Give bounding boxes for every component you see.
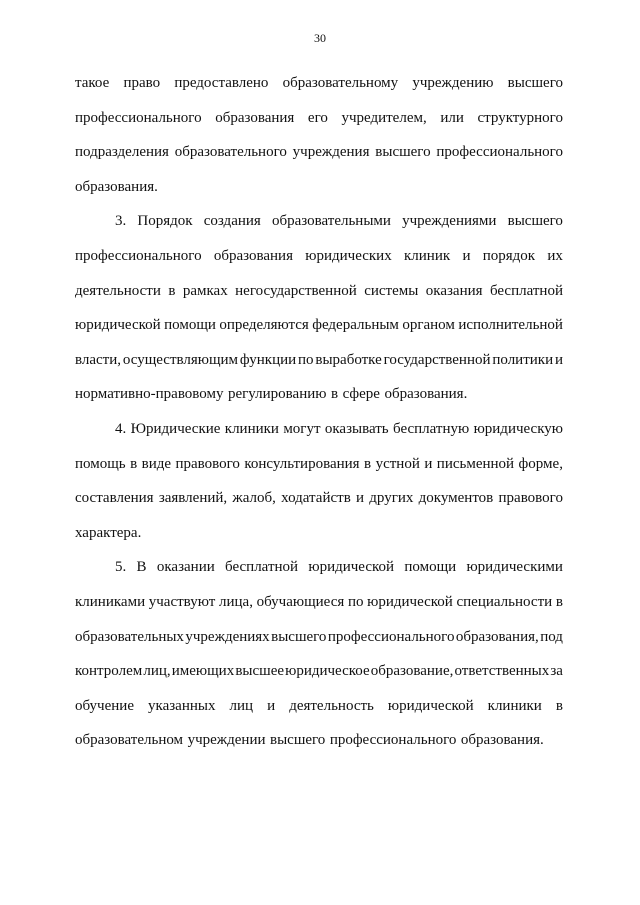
word: сфере [342, 386, 380, 403]
word: других [369, 490, 414, 507]
word: определяются [219, 317, 309, 334]
word: образования. [75, 178, 158, 195]
word: высшего [270, 732, 326, 749]
word: высшего [271, 628, 327, 645]
word: форме, [518, 455, 563, 472]
text-line [75, 101, 563, 136]
text-line [75, 308, 563, 343]
word: имеющих [171, 663, 235, 680]
word: образования. [460, 732, 544, 749]
word: и [267, 697, 276, 714]
word: указанных [148, 697, 216, 714]
word: характера. [75, 524, 142, 541]
word: юридическое [285, 663, 370, 680]
word: функции [239, 351, 297, 368]
word: исполнительной [458, 317, 563, 334]
word: и [424, 455, 433, 472]
text-line [75, 550, 563, 585]
word: составления [75, 490, 154, 507]
word: образовательном [75, 732, 184, 749]
word: предоставлено [174, 75, 269, 91]
word: контролем [75, 663, 143, 680]
text-line [75, 204, 563, 239]
word: образования [213, 247, 293, 264]
paragraph [75, 66, 563, 204]
word: клиники [224, 420, 279, 437]
word: негосударственной [235, 282, 357, 299]
word: такое [75, 75, 110, 91]
word: право [123, 75, 161, 91]
paragraph [75, 204, 563, 412]
word: в [330, 386, 339, 403]
word: клиниками [75, 593, 146, 610]
text-line [75, 654, 563, 689]
text-line [75, 447, 563, 482]
word: консультирования [244, 455, 360, 472]
text-line [75, 620, 563, 655]
paragraph [75, 550, 563, 758]
word: юридической [367, 593, 453, 610]
word: заявлений, [158, 490, 228, 507]
word: бесплатную [393, 420, 470, 437]
word: в [130, 455, 138, 472]
word: государственной [383, 351, 491, 368]
word: бесплатной [225, 559, 299, 576]
word: и [462, 247, 471, 264]
page-number: 30 [314, 31, 326, 45]
word: системы [364, 282, 419, 299]
text-line [75, 170, 563, 205]
word: профессионального [436, 144, 563, 161]
word: учреждениях [185, 628, 270, 645]
word: образовательными [271, 213, 391, 230]
word: 3. [115, 213, 127, 230]
word: образовательных [75, 628, 184, 645]
word: создания [203, 213, 261, 230]
word: юридическую [473, 420, 563, 437]
word: их [547, 247, 563, 264]
word: образования, [455, 628, 539, 645]
word: 5. [115, 559, 127, 576]
word: за [550, 663, 563, 680]
word: деятельность [289, 697, 374, 714]
word: образования. [384, 386, 468, 403]
word: помощи [404, 559, 457, 576]
word: юридической [75, 317, 161, 334]
word: высшее [235, 663, 285, 680]
word: по [298, 351, 314, 368]
text-line [75, 343, 563, 378]
text-line [75, 274, 563, 309]
word: лиц [229, 697, 254, 714]
word: могут [283, 420, 321, 437]
word: жалоб, [232, 490, 276, 507]
word: в [364, 455, 372, 472]
word: устной [375, 455, 420, 472]
word: учреждению [412, 75, 494, 91]
word: рамках [182, 282, 228, 299]
word: высшего [507, 213, 563, 230]
word: клиники [487, 697, 542, 714]
word: юридическими [466, 559, 563, 576]
word: образовательного [174, 144, 287, 161]
word: юридической [308, 559, 395, 576]
text-line [75, 481, 563, 516]
word: образование, [370, 663, 454, 680]
word: 4. [115, 420, 127, 437]
word: политики [492, 351, 554, 368]
text-line [75, 585, 563, 620]
word: помощи [164, 317, 216, 334]
word: участвуют [148, 593, 216, 610]
word: специальности [456, 593, 553, 610]
text-line [75, 66, 563, 101]
text-line [75, 239, 563, 274]
word: В [136, 559, 147, 576]
text-line [75, 135, 563, 170]
word: письменной [436, 455, 515, 472]
paragraph [75, 412, 563, 550]
word: Юридические [130, 420, 221, 437]
word: учредителем, [341, 109, 427, 126]
word: высшего [507, 75, 563, 91]
word: профессионального [329, 732, 457, 749]
word: профессионального [327, 628, 455, 645]
word: в [555, 593, 563, 610]
word: или [440, 109, 464, 126]
word: и [554, 351, 563, 368]
text-line [75, 516, 563, 551]
word: образовательному [282, 75, 399, 91]
word: обучение [75, 697, 134, 714]
word: клиник [404, 247, 451, 264]
word: помощь [75, 455, 126, 472]
word: ответственных [454, 663, 550, 680]
text-line [75, 377, 563, 412]
word: структурного [477, 109, 563, 126]
word: юридических [305, 247, 392, 264]
word: виде [141, 455, 172, 472]
word: Порядок [137, 213, 193, 230]
word: власти, [75, 351, 122, 368]
word: ходатайств [281, 490, 351, 507]
word: образования [215, 109, 295, 126]
word: юридической [387, 697, 474, 714]
text-line [75, 723, 563, 758]
word: нормативно-правовому [75, 386, 224, 403]
word: документов [418, 490, 494, 507]
word: выработке [315, 351, 382, 368]
word: оказания [425, 282, 483, 299]
word: в [555, 697, 563, 714]
word: его [307, 109, 328, 126]
word: учреждении [187, 732, 266, 749]
word: регулированию [228, 386, 327, 403]
word: лиц, [143, 663, 171, 680]
word: подразделения [75, 144, 169, 161]
word: профессионального [75, 109, 202, 126]
word: правового [175, 455, 240, 472]
word: органом [402, 317, 455, 334]
word: порядок [482, 247, 536, 264]
word: учреждениями [402, 213, 497, 230]
word: осуществляющим [122, 351, 239, 368]
word: высшего [375, 144, 431, 161]
word: учреждения [292, 144, 370, 161]
word: правового [498, 490, 563, 507]
word: федеральным [312, 317, 399, 334]
word: обучающиеся [256, 593, 345, 610]
word: и [356, 490, 365, 507]
word: деятельности [75, 282, 161, 299]
document-body [75, 66, 563, 758]
word: профессионального [75, 247, 202, 264]
word: под [540, 628, 563, 645]
word: бесплатной [489, 282, 563, 299]
text-line [75, 689, 563, 724]
text-line [75, 412, 563, 447]
word: оказании [156, 559, 215, 576]
word: в [168, 282, 176, 299]
word: по [347, 593, 364, 610]
word: лица, [219, 593, 253, 610]
word: оказывать [324, 420, 389, 437]
